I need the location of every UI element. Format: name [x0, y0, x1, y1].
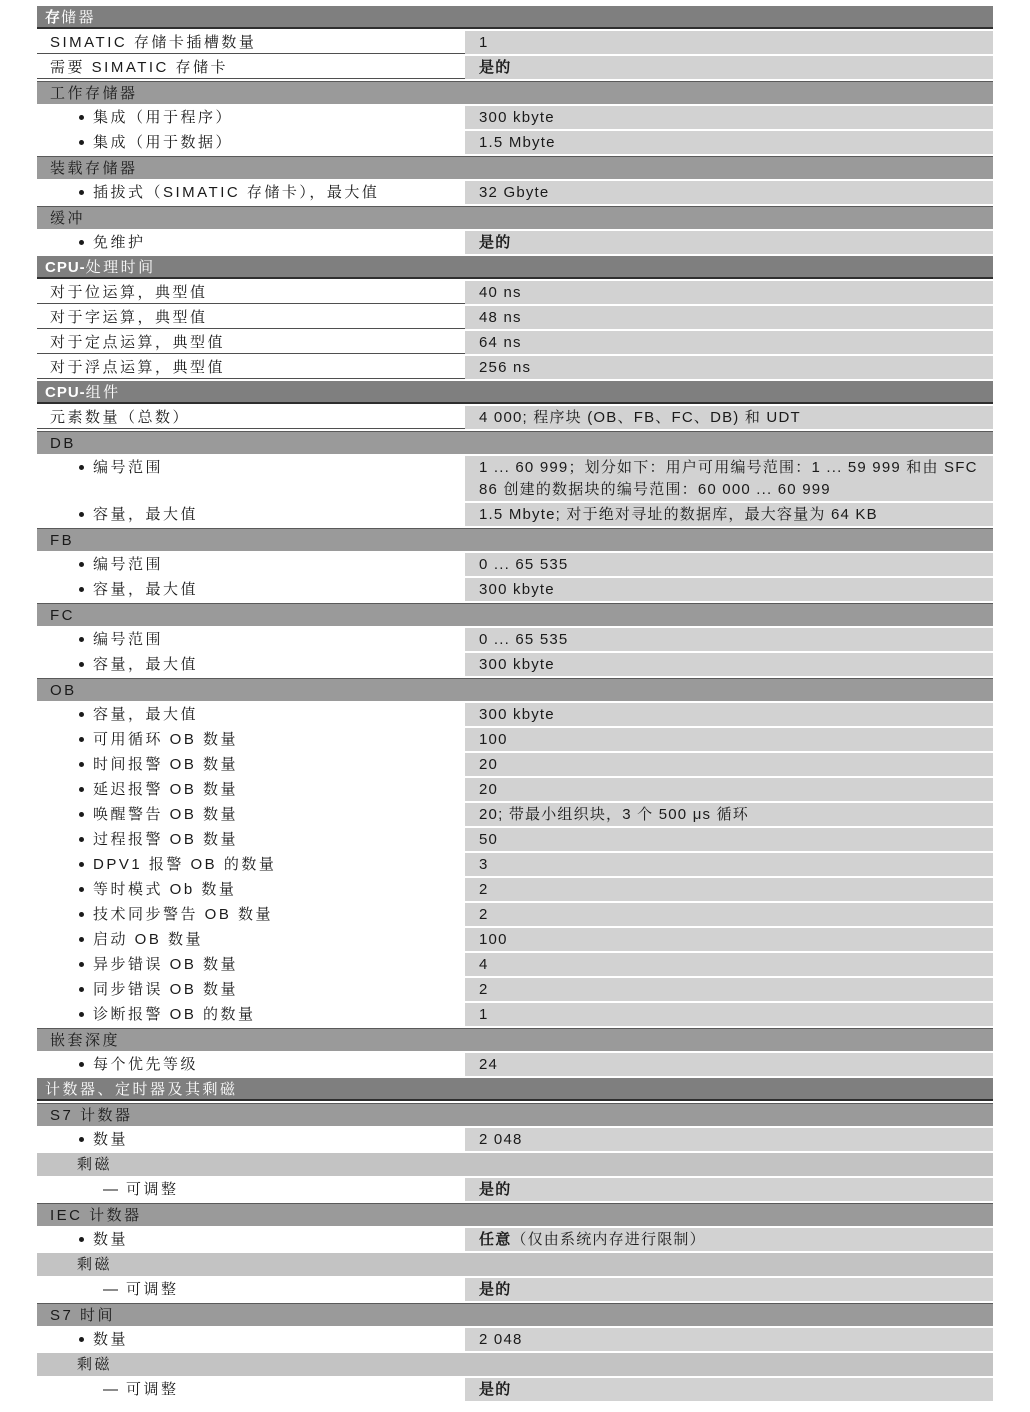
spec-row — [37, 653, 993, 676]
spec-value-text: 300 kbyte — [479, 581, 555, 598]
spec-label — [37, 306, 460, 329]
spec-label-text: 插拔式（SIMATIC 存储卡），最大值 — [93, 184, 380, 201]
spec-label — [37, 1053, 460, 1076]
section-header-text: 处理时间 — [85, 259, 156, 276]
spec-label — [37, 553, 460, 576]
section-header-bold-text: CPU- — [45, 384, 86, 401]
spec-value — [465, 31, 993, 54]
spec-row — [37, 356, 993, 379]
bullet-icon — [79, 512, 84, 517]
group-header — [37, 1028, 993, 1051]
spec-label — [37, 1328, 460, 1351]
spec-label-text: 等时模式 Ob 数量 — [93, 881, 237, 898]
spec-row — [37, 628, 993, 651]
spec-row — [37, 1278, 993, 1301]
spec-label-text: 元素数量（总数） — [50, 409, 191, 426]
spec-label-text: 编号范围 — [93, 556, 164, 573]
spec-label-text: 容量，最大值 — [93, 581, 199, 598]
bullet-icon — [79, 812, 84, 817]
section-header-bold-text: CPU- — [45, 259, 86, 276]
spec-row — [37, 953, 993, 976]
spec-row — [37, 131, 993, 154]
spec-row — [37, 978, 993, 1001]
group-header-row — [37, 81, 993, 104]
spec-value-strong: 是的 — [479, 1281, 512, 1298]
spec-label — [37, 928, 460, 951]
bullet-icon — [79, 115, 84, 120]
spec-value — [465, 1328, 993, 1351]
spec-label — [37, 728, 460, 751]
bullet-icon — [79, 712, 84, 717]
spec-value-text: 2 048 — [479, 1131, 523, 1148]
spec-value — [465, 778, 993, 801]
spec-value — [465, 231, 993, 254]
spec-row — [37, 778, 993, 801]
spec-label-text: 异步错误 OB 数量 — [93, 956, 239, 973]
spec-row — [37, 1228, 993, 1251]
group-header-text: DB — [50, 435, 76, 452]
spec-value-text: 1.5 Mbyte; 对于绝对寻址的数据库，最大容量为 64 KB — [479, 506, 878, 523]
bullet-icon — [79, 465, 84, 470]
group-header-text: 剩磁 — [77, 1156, 113, 1173]
spec-value — [465, 331, 993, 354]
spec-row — [37, 853, 993, 876]
spec-label — [37, 778, 460, 801]
section-header — [37, 256, 993, 279]
spec-value-text: 100 — [479, 731, 508, 748]
spec-row — [37, 1128, 993, 1151]
bullet-icon — [79, 190, 84, 195]
group-header-row — [37, 1303, 993, 1326]
spec-value — [465, 456, 993, 501]
spec-row — [37, 553, 993, 576]
group-header-text: 剩磁 — [77, 1356, 113, 1373]
spec-label-text: 启动 OB 数量 — [93, 931, 204, 948]
spec-label-text: 可调整 — [126, 1281, 179, 1298]
group-header — [37, 678, 993, 701]
spec-label — [37, 1128, 460, 1151]
spec-label — [37, 703, 460, 726]
spec-label-text: 数量 — [93, 1231, 129, 1248]
bullet-icon — [79, 937, 84, 942]
spec-value-text: 50 — [479, 831, 499, 848]
spec-value-text: 0 ... 65 535 — [479, 631, 569, 648]
spec-value-strong: 是的 — [479, 59, 512, 76]
spec-label-text: 容量，最大值 — [93, 506, 199, 523]
spec-row — [37, 306, 993, 329]
spec-value-strong: 是的 — [479, 1181, 512, 1198]
spec-row — [37, 1178, 993, 1201]
spec-value-text: 20 — [479, 781, 499, 798]
spec-label — [37, 1003, 460, 1026]
spec-value-text: 4 — [479, 956, 489, 973]
spec-label-text: 过程报警 OB 数量 — [93, 831, 239, 848]
dash-icon: — — [103, 1181, 118, 1198]
spec-row — [37, 728, 993, 751]
spec-value-text: 2 — [479, 906, 489, 923]
section-header-row — [37, 1078, 993, 1101]
spec-value-text: 64 ns — [479, 334, 522, 351]
spec-label — [37, 181, 460, 204]
spec-label-text: 对于定点运算，典型值 — [50, 334, 226, 351]
group-header-row — [37, 528, 993, 551]
spec-label — [37, 56, 460, 79]
bullet-icon — [79, 587, 84, 592]
spec-label — [37, 803, 460, 826]
group-header-text: 剩磁 — [77, 1256, 113, 1273]
spec-label — [37, 281, 460, 304]
spec-value — [465, 628, 993, 651]
spec-label — [37, 1278, 460, 1301]
group-header-row — [37, 1103, 993, 1126]
spec-value — [465, 828, 993, 851]
spec-label-text: 对于字运算，典型值 — [50, 309, 208, 326]
bullet-icon — [79, 637, 84, 642]
subgroup-header-row — [37, 1253, 993, 1276]
spec-value-text: （仅由系统内存进行限制） — [511, 1231, 706, 1248]
section-header-text: 组件 — [85, 384, 121, 401]
spec-label — [37, 853, 460, 876]
spec-value — [465, 978, 993, 1001]
spec-value-text: 20 — [479, 756, 499, 773]
dash-icon: — — [103, 1381, 118, 1398]
spec-value — [465, 281, 993, 304]
spec-row — [37, 503, 993, 526]
spec-value-text: 1 — [479, 34, 489, 51]
spec-value-text: 3 — [479, 856, 489, 873]
spec-label-text: 可用循环 OB 数量 — [93, 731, 239, 748]
spec-row — [37, 903, 993, 926]
group-header-row — [37, 206, 993, 229]
spec-label — [37, 406, 460, 429]
bullet-icon — [79, 762, 84, 767]
spec-value-text: 24 — [479, 1056, 499, 1073]
spec-value — [465, 1228, 993, 1251]
spec-label-text: 诊断报警 OB 的数量 — [93, 1006, 256, 1023]
section-header-text: 计数器、定时器及其剩磁 — [45, 1081, 238, 1098]
spec-row — [37, 1003, 993, 1026]
spec-value — [465, 928, 993, 951]
spec-label-text: 容量，最大值 — [93, 656, 199, 673]
spec-value-text: 1 ... 60 999；划分如下：用户可用编号范围：1 ... 59 999 和由 SFC 86 创建的数据块的编号范围：60 000 ... 60 999 — [479, 459, 978, 498]
spec-row — [37, 1053, 993, 1076]
spec-label-text: 集成（用于程序） — [93, 109, 234, 126]
bullet-icon — [79, 787, 84, 792]
section-header-row — [37, 381, 993, 404]
spec-value — [465, 753, 993, 776]
bullet-icon — [79, 1237, 84, 1242]
bullet-icon — [79, 562, 84, 567]
spec-value — [465, 306, 993, 329]
spec-row — [37, 406, 993, 429]
spec-value-text: 300 kbyte — [479, 109, 555, 126]
spec-value-strong: 是的 — [479, 1381, 512, 1398]
subgroup-header-row — [37, 1353, 993, 1376]
spec-label — [37, 753, 460, 776]
group-header-text: 缓冲 — [50, 210, 86, 227]
spec-label-text: 同步错误 OB 数量 — [93, 981, 239, 998]
bullet-icon — [79, 862, 84, 867]
spec-label — [37, 1378, 460, 1401]
spec-row — [37, 878, 993, 901]
spec-value-text: 300 kbyte — [479, 656, 555, 673]
spec-row — [37, 456, 993, 501]
group-header-text: S7 计数器 — [50, 1107, 133, 1124]
spec-row — [37, 578, 993, 601]
spec-label — [37, 978, 460, 1001]
spec-value-text: 4 000; 程序块 (OB、FB、FC、DB) 和 UDT — [479, 409, 801, 426]
spec-value — [465, 578, 993, 601]
spec-label — [37, 628, 460, 651]
group-header-text: FC — [50, 607, 75, 624]
spec-value-text: 1 — [479, 1006, 489, 1023]
group-header — [37, 1103, 993, 1126]
spec-label-text: SIMATIC 存储卡插槽数量 — [50, 34, 257, 51]
subgroup-header-row — [37, 1153, 993, 1176]
bullet-icon — [79, 140, 84, 145]
group-header — [37, 528, 993, 551]
group-header — [37, 1203, 993, 1226]
bullet-icon — [79, 912, 84, 917]
section-header-row — [37, 6, 993, 29]
spec-label — [37, 356, 460, 379]
section-header — [37, 6, 993, 29]
spec-label — [37, 106, 460, 129]
spec-label — [37, 456, 460, 501]
spec-value-text: 0 ... 65 535 — [479, 556, 569, 573]
spec-value — [465, 553, 993, 576]
subgroup-header — [37, 1353, 993, 1376]
spec-label — [37, 878, 460, 901]
spec-value-strong: 任意 — [479, 1231, 512, 1248]
bullet-icon — [79, 962, 84, 967]
spec-value — [465, 106, 993, 129]
spec-value — [465, 56, 993, 79]
group-header-row — [37, 1203, 993, 1226]
spec-value-text: 1.5 Mbyte — [479, 134, 556, 151]
spec-value — [465, 1003, 993, 1026]
spec-value — [465, 503, 993, 526]
section-header-bold-text: 存 — [45, 9, 62, 26]
spec-label-text: 技术同步警告 OB 数量 — [93, 906, 274, 923]
spec-row — [37, 753, 993, 776]
spec-label-text: 编号范围 — [93, 631, 164, 648]
spec-row — [37, 56, 993, 79]
spec-value — [465, 903, 993, 926]
spec-label — [37, 1178, 460, 1201]
spec-value-text: 2 048 — [479, 1331, 523, 1348]
spec-label-text: 数量 — [93, 1131, 129, 1148]
bullet-icon — [79, 1137, 84, 1142]
spec-value — [465, 703, 993, 726]
bullet-icon — [79, 837, 84, 842]
group-header-text: S7 时间 — [50, 1307, 116, 1324]
spec-row — [37, 803, 993, 826]
group-header — [37, 206, 993, 229]
group-header-row — [37, 678, 993, 701]
spec-label-text: DPV1 报警 OB 的数量 — [93, 856, 277, 873]
spec-value-text: 100 — [479, 931, 508, 948]
spec-label — [37, 131, 460, 154]
spec-label-text: 可调整 — [126, 1381, 179, 1398]
group-header — [37, 156, 993, 179]
spec-label-text: 编号范围 — [93, 459, 164, 476]
spec-value-text: 2 — [479, 981, 489, 998]
spec-value — [465, 131, 993, 154]
spec-value — [465, 953, 993, 976]
spec-value-text: 256 ns — [479, 359, 532, 376]
bullet-icon — [79, 737, 84, 742]
spec-value — [465, 181, 993, 204]
spec-value-text: 32 Gbyte — [479, 184, 550, 201]
spec-label-text: 时间报警 OB 数量 — [93, 756, 239, 773]
section-header — [37, 1078, 993, 1101]
bullet-icon — [79, 240, 84, 245]
spec-value — [465, 878, 993, 901]
group-header-text: OB — [50, 682, 77, 699]
spec-label — [37, 1228, 460, 1251]
bullet-icon — [79, 1337, 84, 1342]
spec-value — [465, 853, 993, 876]
spec-label-text: 集成（用于数据） — [93, 134, 234, 151]
spec-label-text: 需要 SIMATIC 存储卡 — [50, 59, 229, 76]
spec-value-text: 20; 带最小组织块，3 个 500 μs 循环 — [479, 806, 750, 823]
spec-label-text: 数量 — [93, 1331, 129, 1348]
group-header-row — [37, 431, 993, 454]
section-header — [37, 381, 993, 404]
spec-value-strong: 是的 — [479, 234, 512, 251]
bullet-icon — [79, 1062, 84, 1067]
spec-label-text: 容量，最大值 — [93, 706, 199, 723]
spec-label-text: 每个优先等级 — [93, 1056, 199, 1073]
spec-label-text: 免维护 — [93, 234, 146, 251]
group-header — [37, 431, 993, 454]
spec-row — [37, 1328, 993, 1351]
spec-label-text: 延迟报警 OB 数量 — [93, 781, 239, 798]
group-header — [37, 81, 993, 104]
spec-value — [465, 356, 993, 379]
group-header-text: 工作存储器 — [50, 85, 138, 102]
spec-label — [37, 578, 460, 601]
spec-label — [37, 903, 460, 926]
group-header — [37, 1303, 993, 1326]
group-header-row — [37, 1028, 993, 1051]
section-header-text: 储器 — [61, 9, 97, 26]
spec-value — [465, 1278, 993, 1301]
spec-row — [37, 828, 993, 851]
group-header-text: FB — [50, 532, 75, 549]
spec-value — [465, 1378, 993, 1401]
spec-value-text: 40 ns — [479, 284, 522, 301]
spec-label — [37, 231, 460, 254]
spec-row — [37, 281, 993, 304]
spec-value-text: 300 kbyte — [479, 706, 555, 723]
spec-label — [37, 31, 460, 54]
spec-row — [37, 31, 993, 54]
group-header-row — [37, 603, 993, 626]
spec-row — [37, 231, 993, 254]
spec-row — [37, 106, 993, 129]
spec-value — [465, 728, 993, 751]
group-header-text: 嵌套深度 — [50, 1032, 121, 1049]
spec-label — [37, 653, 460, 676]
spec-value — [465, 1178, 993, 1201]
spec-row — [37, 331, 993, 354]
subgroup-header — [37, 1153, 993, 1176]
spec-value-text: 2 — [479, 881, 489, 898]
spec-label-text: 唤醒警告 OB 数量 — [93, 806, 239, 823]
spec-label-text: 对于浮点运算，典型值 — [50, 359, 226, 376]
bullet-icon — [79, 887, 84, 892]
spec-label-text: 对于位运算，典型值 — [50, 284, 208, 301]
spec-value — [465, 803, 993, 826]
bullet-icon — [79, 662, 84, 667]
spec-value-text: 48 ns — [479, 309, 522, 326]
dash-icon: — — [103, 1281, 118, 1298]
spec-label-text: 可调整 — [126, 1181, 179, 1198]
spec-label — [37, 828, 460, 851]
spec-value — [465, 1053, 993, 1076]
bullet-icon — [79, 987, 84, 992]
group-header-text: IEC 计数器 — [50, 1207, 142, 1224]
bullet-icon — [79, 1012, 84, 1017]
spec-row — [37, 1378, 993, 1401]
group-header — [37, 603, 993, 626]
spec-row — [37, 928, 993, 951]
spec-row — [37, 181, 993, 204]
group-header-text: 装载存储器 — [50, 160, 138, 177]
spec-value — [465, 406, 993, 429]
spec-value — [465, 1128, 993, 1151]
spec-label — [37, 331, 460, 354]
group-header-row — [37, 156, 993, 179]
spec-value — [465, 653, 993, 676]
spec-table — [37, 6, 993, 1403]
section-header-row — [37, 256, 993, 279]
spec-label — [37, 953, 460, 976]
subgroup-header — [37, 1253, 993, 1276]
spec-label — [37, 503, 460, 526]
spec-row — [37, 703, 993, 726]
